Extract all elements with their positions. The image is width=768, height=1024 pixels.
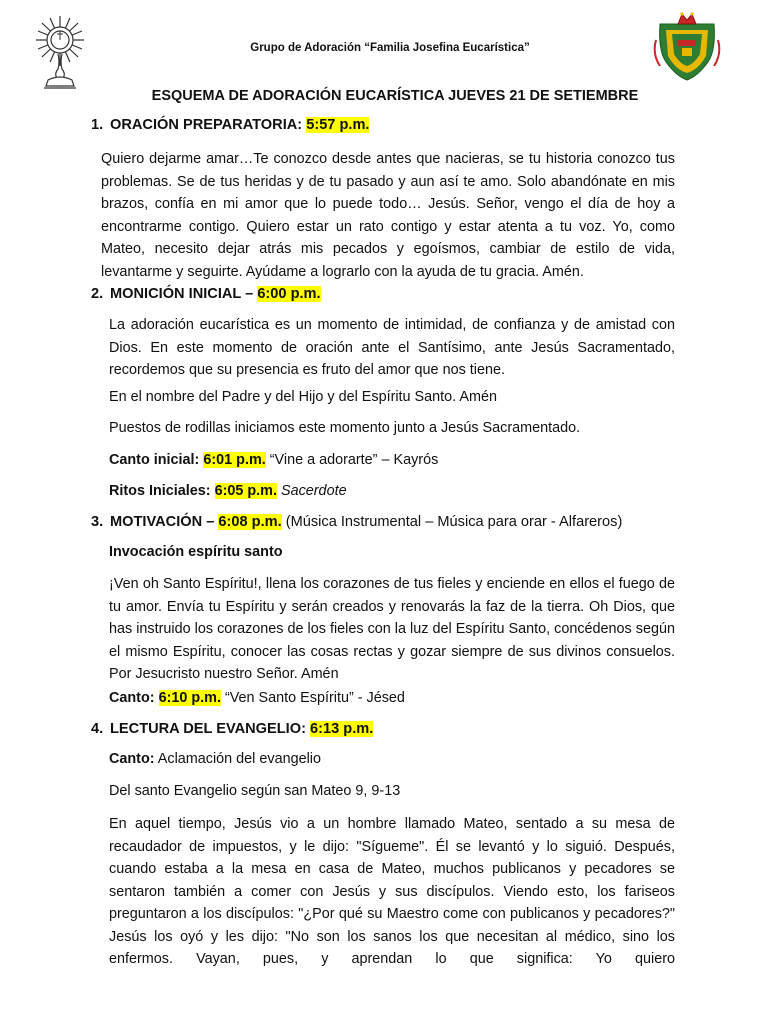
group-name: Grupo de Adoración “Familia Josefina Eucarística” — [250, 42, 530, 54]
section-2-kneel: Puestos de rodillas iniciamos este momento junto a Jesús Sacramentado. — [109, 420, 581, 436]
section-2-canto: Canto inicial: 6:01 p.m. “Vine a adorarte” – Kayrós — [109, 452, 439, 468]
section-1-heading: 1. ORACIÓN PREPARATORIA: 5:57 p.m. — [91, 117, 370, 133]
section-2-time: 6:00 p.m. — [257, 286, 321, 302]
section-4-time: 6:13 p.m. — [310, 721, 374, 737]
section-4-canto: Canto: Aclamación del evangelio — [109, 751, 321, 767]
section-4-paragraph: En aquel tiempo, Jesús vio a un hombre llamado Mateo, sentado a su mesa de recaudador de impuestos, y le dijo: "Sígueme". Él se levantó y lo siguió. Después, cuando estaba a la mesa en casa de Mateo, muchos publicanos y pecadores se sentaron también a comer con Jesús y sus discípulos. Viendo esto, los fariseos preguntaron a los discípulos: "¿Por qué su Maestro come con publicanos y pecadores?" Jesús los oyó y les dijo: "No son los sanos los que necesitan al médico, sino los enfermos. Vayan, pues, y aprendan lo que significa: Yo quiero — [109, 816, 675, 967]
section-4-gospel-reference: Del santo Evangelio según san Mateo 9, 9-13 — [109, 783, 401, 799]
section-3-heading: 3. MOTIVACIÓN – 6:08 p.m. (Música Instrumental – Música para orar - Alfareros) — [91, 514, 623, 530]
section-2-paragraph: La adoración eucarística es un momento de intimidad, de confianza y de amistad con Dios. En este momento de oración ante el Santísimo, ante Jesús Sacramentado, recordemos que su presencia es fruto del amor que nos tiene. — [109, 317, 675, 378]
section-3-time: 6:08 p.m. — [218, 514, 282, 530]
section-3-paragraph: ¡Ven oh Santo Espíritu!, llena los corazones de tus fieles y enciende en ellos el fuego de tu amor. Envía tu Espíritu y serán creados y renovarás la faz de la tierra. Oh Dios, que has instruido los corazones de los fieles con la luz del Espíritu Santo, concédenos según el mismo Espíritu, conocer las cosas rectas y gozar siempre de sus divinos consuelos. Por Jesucristo nuestro Señor. Amén — [109, 576, 675, 682]
section-1-time: 5:57 p.m. — [306, 117, 370, 133]
section-3-canto: Canto: 6:10 p.m. “Ven Santo Espíritu” - Jésed — [109, 690, 405, 706]
section-1-paragraph: Quiero dejarme amar…Te conozco desde antes que nacieras, se tu historia conozco tus problemas. Se de tus heridas y de tu pasado y aun así te amo. Solo abandónate en mis brazos, confía en mi amor que lo puede todo… Jesús. Señor, vengo el día de hoy a encontrarme contigo. Quiero estar un rato contigo y estar atenta a tu voz. Yo, como Mateo, necesito dejar atrás mis pecados y egoísmos, cambiar de estilo de vida, levantarme y seguirte. Ayúdame a lograrlo con la ayuda de tu gracia. Amén. — [101, 151, 675, 280]
section-3-subheading: Invocación espíritu santo — [109, 544, 283, 560]
monstrance-icon — [30, 14, 90, 94]
section-2-blessing: En el nombre del Padre y del Hijo y del Espíritu Santo. Amén — [109, 389, 497, 405]
section-3-note: (Música Instrumental – Música para orar - Alfareros) — [285, 514, 623, 530]
section-2-ritos: Ritos Iniciales: 6:05 p.m. Sacerdote — [109, 483, 347, 499]
coat-of-arms-seal — [652, 10, 722, 82]
section-2-heading: 2. MONICIÓN INICIAL – 6:00 p.m. — [91, 286, 321, 302]
section-4-heading: 4. LECTURA DEL EVANGELIO: 6:13 p.m. — [91, 721, 374, 737]
document-title: ESQUEMA DE ADORACIÓN EUCARÍSTICA JUEVES 21 DE SETIEMBRE — [151, 88, 639, 104]
